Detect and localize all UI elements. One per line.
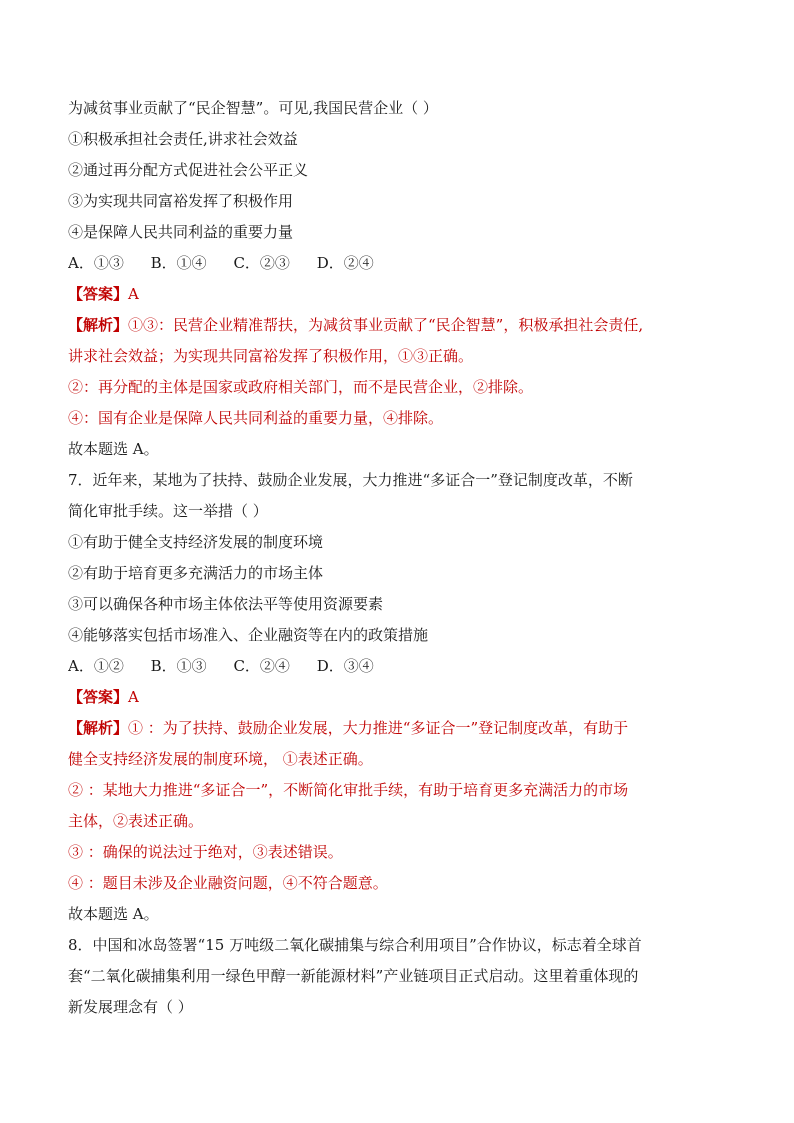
q6-answer-value: A bbox=[128, 285, 139, 303]
q7-stem-line-2: 简化审批手续。这一举措（ ） bbox=[68, 502, 268, 520]
q7-analysis-line-5: ③ ：确保的说法过于绝对，③表述错误。 bbox=[68, 843, 343, 861]
q7-answer-label: 【答案】 bbox=[68, 688, 129, 706]
q6-analysis-line-3: ②：再分配的主体是国家或政府相关部门，而不是民营企业，②排除。 bbox=[68, 378, 534, 396]
q7-analysis-line-3: ② ：某地大力推进“多证合一”，不断简化审批手续，有助于培育更多充满活力的市场 bbox=[68, 781, 629, 799]
q6-conclusion: 故本题选 A。 bbox=[68, 440, 159, 458]
q7-item-1: ①有助于健全支持经济发展的制度环境 bbox=[68, 533, 324, 551]
q7-analysis-line-2: 健全支持经济发展的制度环境， ①表述正确。 bbox=[68, 750, 373, 768]
q8-stem-line-3: 新发展理念有（ ） bbox=[68, 998, 193, 1016]
q6-options bbox=[68, 248, 728, 279]
q7-analysis-line-6: ④ ：题目未涉及企业融资问题，④不符合题意。 bbox=[68, 874, 388, 892]
q6-option-d: D．②④ bbox=[316, 254, 374, 272]
q7-item-2: ②有助于培育更多充满活力的市场主体 bbox=[68, 564, 324, 582]
q7-analysis-line-1 bbox=[68, 713, 728, 744]
q6-analysis-line-2: 讲求社会效益；为实现共同富裕发挥了积极作用，①③正确。 bbox=[68, 347, 474, 365]
q6-analysis-text-1: ①③：民营企业精准帮扶，为减贫事业贡献了“民企智慧”，积极承担社会责任, bbox=[128, 316, 644, 334]
q7-item-4: ④能够落实包括市场准入、企业融资等在内的政策措施 bbox=[68, 626, 429, 644]
q7-answer-value: A bbox=[128, 688, 139, 706]
q6-item-1: ①积极承担社会责任,讲求社会效益 bbox=[68, 130, 298, 148]
q6-item-3: ③为实现共同富裕发挥了积极作用 bbox=[68, 192, 294, 210]
q8-stem-line-1: 8．中国和冰岛签署“15 万吨级二氧化碳捕集与综合利用项目”合作协议，标志着全球首 bbox=[68, 936, 642, 954]
q7-analysis-line-4: 主体，②表述正确。 bbox=[68, 812, 204, 830]
q6-option-c: C．②③ bbox=[233, 254, 290, 272]
q7-option-c: C．②④ bbox=[233, 657, 290, 675]
q7-analysis-text-1: ① ：为了扶持、鼓励企业发展，大力推进“多证合一”登记制度改革，有助于 bbox=[128, 719, 629, 737]
q7-item-3: ③可以确保各种市场主体依法平等使用资源要素 bbox=[68, 595, 384, 613]
q6-analysis-line-1 bbox=[68, 310, 728, 341]
q6-answer-label: 【答案】 bbox=[68, 285, 129, 303]
q7-options bbox=[68, 651, 728, 682]
q7-answer bbox=[68, 682, 728, 713]
q6-answer bbox=[68, 279, 728, 310]
q6-option-b: B．①④ bbox=[150, 254, 207, 272]
q6-stem: 为减贫事业贡献了“民企智慧”。可见,我国民营企业（ ） bbox=[68, 99, 438, 117]
q8-stem-line-2: 套“二氧化碳捕集利用一绿色甲醇一新能源材料”产业链项目正式启动。这里着重体现的 bbox=[68, 967, 639, 985]
q7-option-b: B．①③ bbox=[150, 657, 207, 675]
q6-analysis-line-4: ④：国有企业是保障人民共同利益的重要力量，④排除。 bbox=[68, 409, 444, 427]
q7-option-a: A．①② bbox=[68, 657, 124, 675]
q6-analysis-label: 【解析】 bbox=[68, 316, 129, 334]
q7-option-d: D．③④ bbox=[316, 657, 374, 675]
q7-conclusion: 故本题选 A。 bbox=[68, 905, 159, 923]
q6-item-2: ②通过再分配方式促进社会公平正义 bbox=[68, 161, 309, 179]
q6-option-a: A．①③ bbox=[68, 254, 124, 272]
q7-stem-line-1: 7．近年来，某地为了扶持、鼓励企业发展，大力推进“多证合一”登记制度改革，不断 bbox=[68, 471, 633, 489]
q6-item-4: ④是保障人民共同利益的重要力量 bbox=[68, 223, 294, 241]
page-content bbox=[68, 93, 728, 1023]
q7-analysis-label: 【解析】 bbox=[68, 719, 129, 737]
